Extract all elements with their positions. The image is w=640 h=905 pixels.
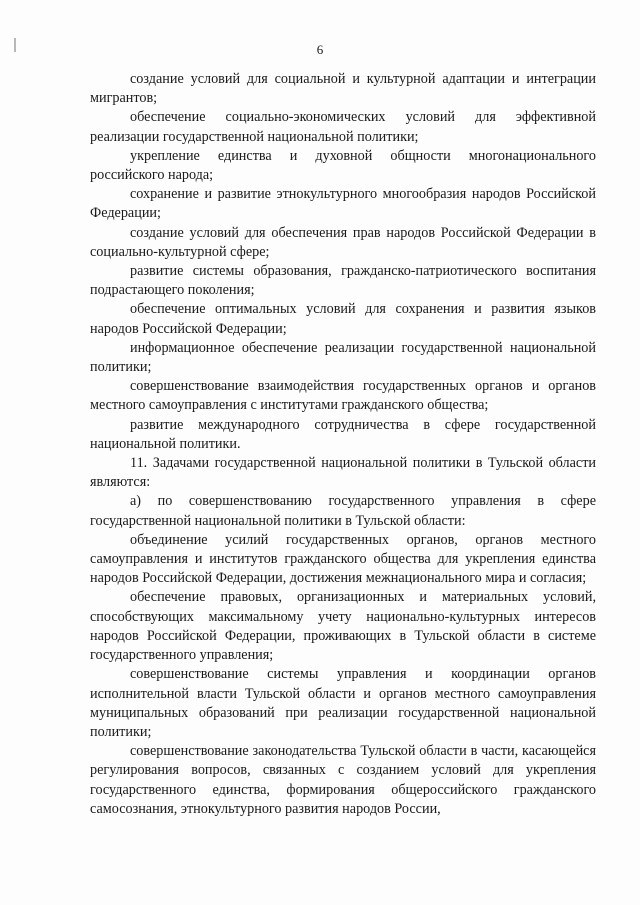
paragraph: обеспечение оптимальных условий для сохранения и развития языков народов Российской Федерации;: [90, 301, 596, 337]
paragraph: развитие международного сотрудничества в сфере государственной национальной политики.: [90, 416, 596, 452]
paragraph: объединение усилий государственных органов, органов местного самоуправления и институтов гражданского общества для укрепления единства народов Российской Федерации, достижения межнационального мира и согласия;: [90, 531, 596, 587]
paragraph: совершенствование взаимодействия государственных органов и органов местного самоуправления с институтами гражданского общества;: [90, 378, 596, 414]
subsection-paragraph: а) по совершенствованию государственного управления в сфере государственной национальной политики в Тульской области:: [90, 493, 596, 529]
paragraph: обеспечение социально-экономических условий для эффективной реализации государственной национальной политики;: [90, 109, 596, 145]
paragraph: информационное обеспечение реализации государственной национальной политики;: [90, 339, 596, 376]
document-body: [90, 70, 596, 819]
paragraph: создание условий для обеспечения прав народов Российской Федерации в социально-культурной сфере;: [90, 224, 596, 260]
paragraph: сохранение и развитие этнокультурного многообразия народов Российской Федерации;: [90, 186, 596, 222]
paragraph: укрепление единства и духовной общности многонационального российского народа;: [90, 147, 596, 184]
paragraph: обеспечение правовых, организационных и материальных условий, способствующих максимальному учету национально-культурных интересов народов Российской Федерации, проживающих в Тульской области в системе государственного управления;: [90, 589, 596, 664]
page-number: 6: [316, 42, 324, 57]
section-paragraph: 11. Задачами государственной национальной политики в Тульской области являются:: [90, 455, 596, 491]
paragraph: развитие системы образования, гражданско-патриотического воспитания подрастающего поколения;: [90, 263, 596, 299]
paragraph: совершенствование законодательства Тульской области в части, касающейся регулирования вопросов, связанных с созданием условий для укрепления государственного единства, формирования общероссийского гражданского самосознания, этнокультурного развития народов России,: [90, 743, 596, 817]
paragraph: создание условий для социальной и культурной адаптации и интеграции мигрантов;: [90, 71, 596, 107]
paragraph: совершенствование системы управления и координации органов исполнительной власти Тульской области и органов местного самоуправления муниципальных образований при реализации государственной национальной политики;: [90, 666, 596, 740]
